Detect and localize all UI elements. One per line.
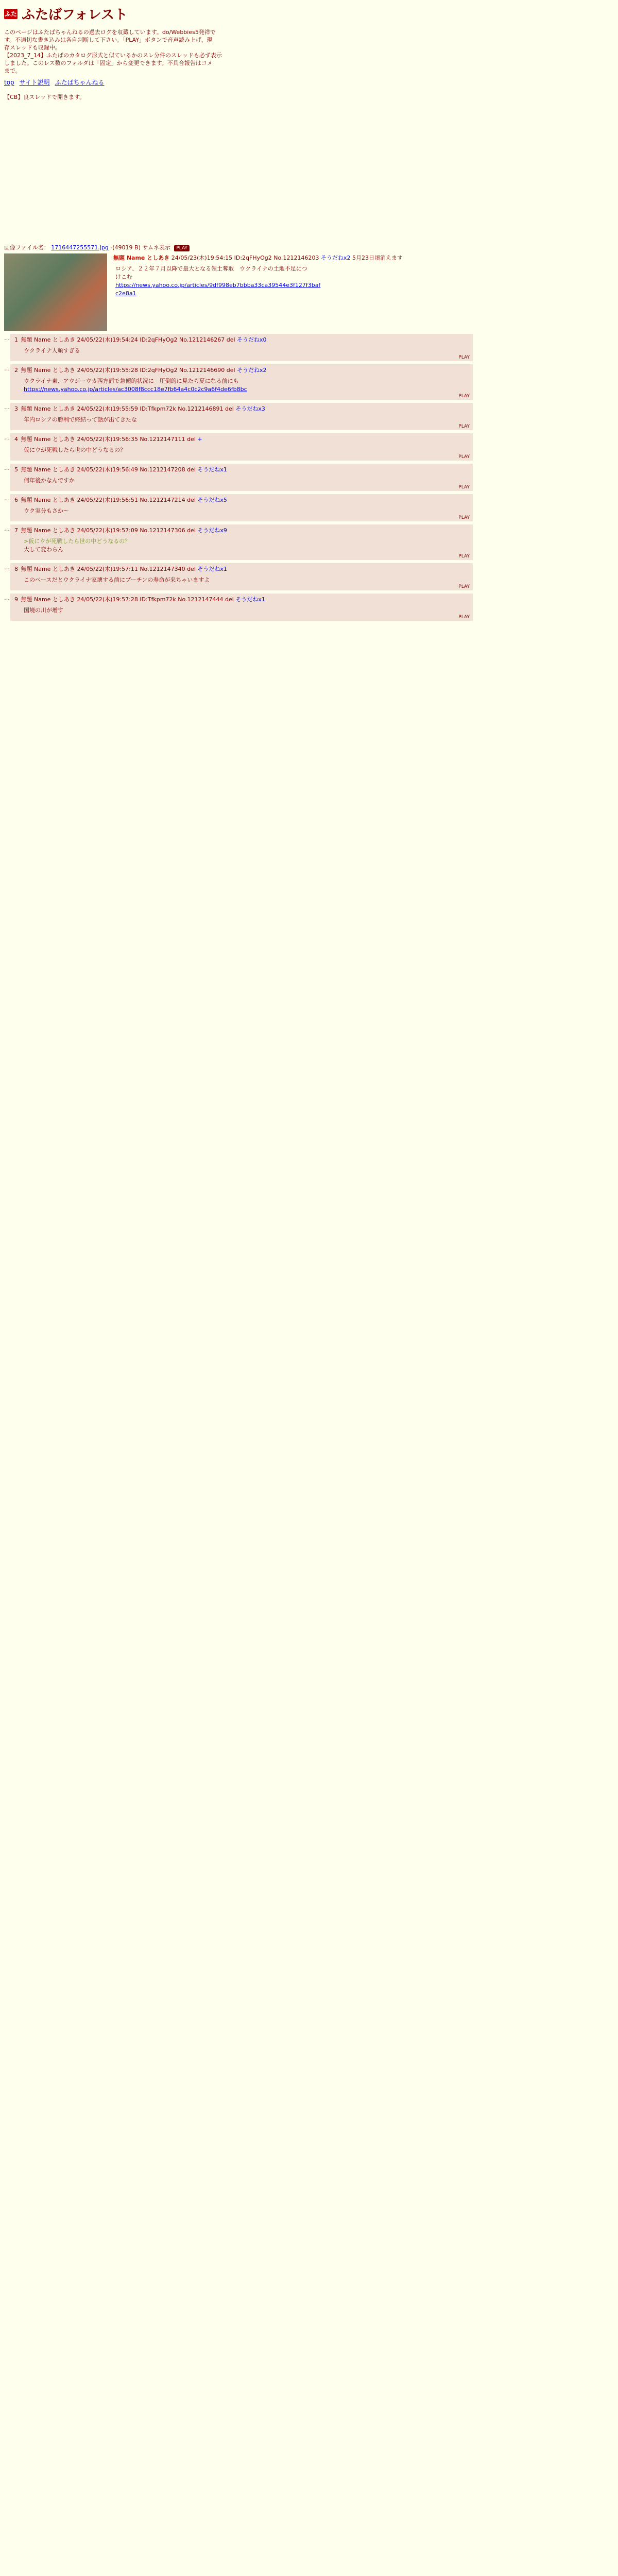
- reply-meta: [14, 465, 469, 473]
- reply-text-line: 何年後かなんですか: [24, 477, 75, 484]
- file-name-link[interactable]: 1716447255571.jpg: [51, 244, 109, 251]
- op-post: [4, 253, 614, 331]
- reply-box: [10, 464, 473, 491]
- reply-meta: [14, 565, 469, 573]
- sodane-button[interactable]: +: [197, 436, 202, 443]
- reply-number: 9: [14, 596, 18, 603]
- notice-line: 存スレッドも収録中。: [4, 44, 61, 51]
- reply-box: [10, 364, 473, 400]
- reply-row: [4, 464, 473, 491]
- sodane-button[interactable]: そうだねx2: [237, 367, 267, 374]
- reply-number: 8: [14, 566, 18, 572]
- reply-marker: …: [4, 495, 10, 502]
- reply-marker: …: [4, 564, 10, 571]
- reply-play-button[interactable]: PLAY: [458, 584, 470, 589]
- reply-body: [24, 606, 469, 615]
- reply-number: 4: [14, 436, 18, 443]
- reply-post: [4, 594, 473, 621]
- notice-line: まで。: [4, 67, 21, 74]
- reply-marker: …: [4, 335, 10, 342]
- op-thumbnail-image[interactable]: [4, 253, 107, 331]
- op-link[interactable]: c2e8a1: [115, 290, 136, 297]
- op-date: 24/05/23(木)19:54:15 ID:2qFHyOg2 No.1212146203: [171, 255, 319, 261]
- reply-link[interactable]: https://news.yahoo.co.jp/articles/ac3008f8ccc18e7fb64a4c0c2c9a6f4de6fb8bc: [24, 386, 247, 393]
- reply-row: [4, 403, 473, 430]
- reply-text-line: ウク実分もさか〜: [24, 507, 69, 514]
- play-button[interactable]: PLAY: [174, 245, 190, 251]
- reply-meta: [14, 595, 469, 603]
- reply-box: [10, 524, 473, 560]
- reply-meta: [14, 435, 469, 443]
- reply-meta-text: 無題 Name としあき 24/05/22(木)19:54:24 ID:2qFHyOg2 No.1212146267 del: [19, 336, 237, 343]
- reply-play-button[interactable]: PLAY: [458, 394, 470, 399]
- reply-body: [24, 377, 469, 394]
- reply-play-button[interactable]: PLAY: [458, 485, 470, 490]
- notice-line: このページはふたばちゃんねるの過去ログを収蔵しています。do/Webbies5発祥で: [4, 29, 216, 36]
- op-body: [113, 253, 403, 331]
- reply-post: [4, 494, 473, 521]
- reply-row: [4, 594, 473, 621]
- reply-body: [24, 537, 469, 554]
- reply-number: 3: [14, 405, 18, 412]
- nav-top-link[interactable]: top: [4, 79, 14, 86]
- ad-space: [0, 107, 618, 241]
- site-title[interactable]: ふたばフォレスト: [22, 7, 128, 23]
- sodane-button[interactable]: そうだねx5: [197, 497, 227, 503]
- top-nav: [4, 78, 614, 87]
- reply-row: [4, 364, 473, 400]
- reply-text-line: ウクライナ人頑すぎる: [24, 347, 80, 354]
- reply-box: [10, 334, 473, 361]
- op-link[interactable]: https://news.yahoo.co.jp/articles/9df998eb7bbba33ca39544e3f127f3baf: [115, 282, 321, 289]
- reply-number: 2: [14, 367, 18, 374]
- site-logo[interactable]: ふた: [4, 9, 18, 19]
- op-message: [115, 265, 403, 298]
- reply-text-line: このペースだとウクライナ家壊する前にプーチンの寿命が来ちゃいますよ: [24, 577, 210, 583]
- reply-meta-text: 無題 Name としあき 24/05/22(木)19:56:35 No.1212147111 del: [19, 436, 198, 443]
- reply-text-line: 仮にウが死戦したら世の中どうなるの？: [24, 447, 126, 453]
- reply-meta: [14, 526, 469, 534]
- reply-text-line: ウクライナ東、アウジーウカ西方面で急傾的状況に 圧倒的に見たら夏になる前にも: [24, 378, 239, 384]
- reply-meta-text: 無題 Name としあき 24/05/22(木)19:55:28 ID:2qFHyOg2 No.1212146690 del: [19, 367, 237, 374]
- notice-line: 【2023_7_14】ふたばのカタログ形式と似ているかのスレ分件のスレッドも必ず表示: [4, 52, 222, 59]
- reply-post: [4, 433, 473, 461]
- reply-meta-text: 無題 Name としあき 24/05/22(木)19:56:51 No.1212147214 del: [19, 497, 198, 503]
- replies-container: [0, 334, 618, 621]
- reply-row: [4, 524, 473, 560]
- reply-marker: …: [4, 404, 10, 411]
- nav-about-link[interactable]: サイト説明: [19, 79, 50, 86]
- reply-post: [4, 563, 473, 590]
- reply-meta-text: 無題 Name としあき 24/05/22(木)19:57:28 ID:Tfkpm72k No.1212147444 del: [19, 596, 236, 603]
- reply-play-button[interactable]: PLAY: [458, 515, 470, 520]
- reply-row: [4, 334, 473, 361]
- sodane-button[interactable]: そうだねx1: [235, 596, 265, 603]
- reply-row: [4, 494, 473, 521]
- op-meta: [113, 253, 403, 262]
- reply-marker: …: [4, 465, 10, 471]
- reply-meta: [14, 404, 469, 413]
- op-extra: 5月23日頃消えます: [352, 255, 403, 261]
- reply-body: [24, 576, 469, 584]
- op-msg-line: ロシア、２２年７月以降で最大となる領土奪取 ウクライナの土地不足につ: [115, 265, 307, 272]
- sodane-button[interactable]: そうだねx9: [197, 527, 227, 534]
- site-header: [0, 0, 618, 23]
- reply-marker: …: [4, 365, 10, 372]
- reply-meta-text: 無題 Name としあき 24/05/22(木)19:57:09 No.1212147306 del: [19, 527, 198, 534]
- notice-line: す。不適切な書き込みは各自判断して下さい。「PLAY」ボタンで音声読み上げ、現: [4, 37, 213, 43]
- sodane-button[interactable]: そうだねx3: [235, 405, 265, 412]
- reply-text-line: 大して変わらん: [24, 546, 63, 553]
- reply-post: [4, 403, 473, 430]
- reply-box: [10, 403, 473, 430]
- reply-meta: [14, 366, 469, 374]
- sodane-button[interactable]: そうだねx1: [197, 466, 227, 473]
- reply-meta-text: 無題 Name としあき 24/05/22(木)19:56:49 No.1212147208 del: [19, 466, 198, 473]
- reply-body: [24, 477, 469, 485]
- sodane-button[interactable]: そうだねx1: [197, 566, 227, 572]
- reply-post: [4, 524, 473, 560]
- small-note: 【CB】良スレッドで開きます。: [4, 94, 85, 100]
- reply-marker: …: [4, 434, 10, 441]
- reply-post: [4, 464, 473, 491]
- reply-text-line: 年内ロシアの勝利で終結って話が出てきたな: [24, 416, 137, 423]
- site-notice: [4, 28, 313, 75]
- reply-post: [4, 334, 473, 361]
- reply-text-line: 国境の川が増す: [24, 607, 63, 614]
- sodane-button[interactable]: そうだねx0: [237, 336, 267, 343]
- reply-post: [4, 364, 473, 400]
- reply-number: 6: [14, 497, 18, 503]
- reply-play-button[interactable]: PLAY: [458, 615, 470, 620]
- reply-box: [10, 494, 473, 521]
- reply-row: [4, 563, 473, 590]
- op-msg-line: けこむ: [115, 274, 132, 280]
- reply-meta: [14, 496, 469, 504]
- file-label: 画像ファイル名：: [4, 244, 49, 251]
- reply-row: [4, 433, 473, 461]
- reply-meta-text: 無題 Name としあき 24/05/22(木)19:55:59 ID:Tfkpm72k No.1212146891 del: [19, 405, 236, 412]
- reply-marker: …: [4, 526, 10, 532]
- reply-box: [10, 433, 473, 461]
- reply-body: [24, 416, 469, 424]
- nav-futaba-link[interactable]: ふたばちゃんねる: [55, 79, 105, 86]
- reply-box: [10, 563, 473, 590]
- reply-quote-line: >仮にウが死戦したら世の中どうなるの？: [24, 538, 131, 545]
- op-name: 無題 Name としあき: [113, 255, 170, 261]
- reply-play-button[interactable]: PLAY: [458, 554, 470, 559]
- op-del-button[interactable]: そうだねx2: [321, 255, 351, 261]
- reply-number: 5: [14, 466, 18, 473]
- reply-meta-text: 無題 Name としあき 24/05/22(木)19:57:11 No.1212147340 del: [19, 566, 198, 572]
- reply-body: [24, 347, 469, 355]
- reply-marker: …: [4, 595, 10, 601]
- reply-play-button[interactable]: PLAY: [458, 454, 470, 460]
- thread-file-header: [4, 243, 614, 251]
- reply-play-button[interactable]: PLAY: [458, 355, 470, 360]
- reply-play-button[interactable]: PLAY: [458, 424, 470, 429]
- reply-body: [24, 446, 469, 454]
- notice-line: しました。このレス数のフォルダは「固定」から変更できます。不具合報告はコメ: [4, 60, 213, 66]
- reply-meta: [14, 335, 469, 344]
- reply-number: 1: [14, 336, 18, 343]
- file-info: -(49019 B) サムネ表示: [110, 244, 170, 251]
- reply-body: [24, 507, 469, 515]
- reply-number: 7: [14, 527, 18, 534]
- reply-box: [10, 594, 473, 621]
